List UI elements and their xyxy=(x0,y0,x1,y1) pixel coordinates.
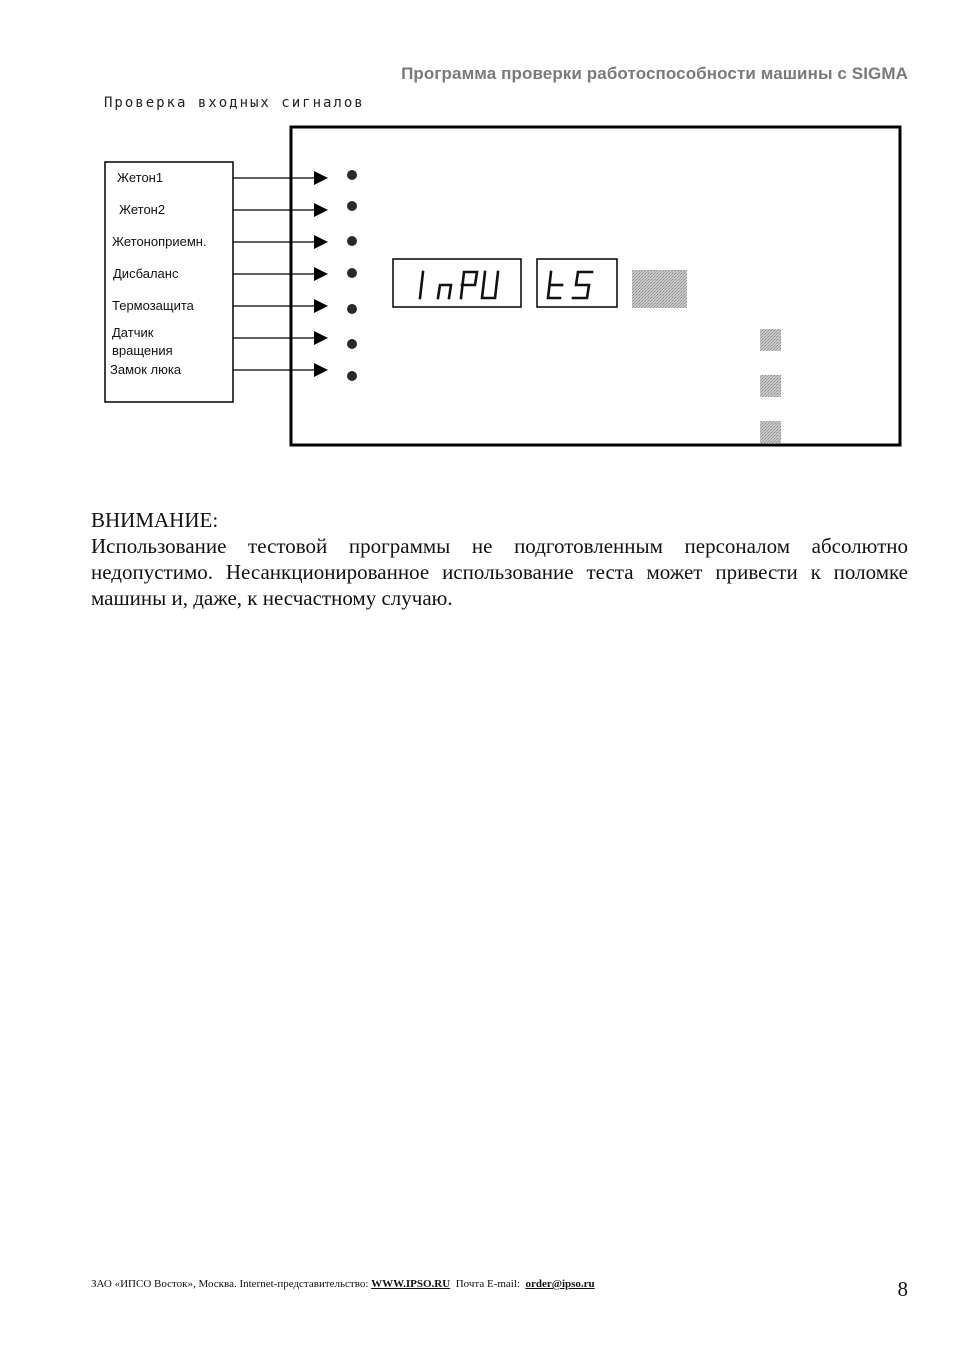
page-header-title: Программа проверки работоспособности машины с SIGMA xyxy=(401,64,908,83)
status-indicator-2 xyxy=(760,375,781,397)
input-label-4: Дисбаланс xyxy=(113,266,179,281)
display-indicator-block xyxy=(632,270,687,308)
input-led-4 xyxy=(347,268,357,278)
footer-email-label: Почта E-mail: xyxy=(455,1278,520,1290)
input-label-1: Жетон1 xyxy=(117,170,164,185)
input-led-6 xyxy=(347,339,357,349)
input-label-7: Замок люка xyxy=(110,362,182,377)
warning-title: ВНИМАНИЕ: xyxy=(91,508,219,532)
input-led-5 xyxy=(347,304,357,314)
input-led-3 xyxy=(347,236,357,246)
input-label-5: Термозащита xyxy=(112,298,194,313)
footer-email-link[interactable]: order@ipso.ru xyxy=(525,1278,595,1290)
input-label-3: Жетоноприемн. xyxy=(112,234,207,249)
warning-text: Использование тестовой программы не подготовленным персоналом абсолютно недопустимо. Несанкционированное использование теста может привести к поломке машины и, даже, к несчастному случаю. xyxy=(91,534,908,610)
input-led-7 xyxy=(347,371,357,381)
figure-caption: Проверка входных сигналов xyxy=(104,95,365,111)
input-label-6: Датчик вращения xyxy=(112,325,173,358)
footer-company: ЗАО «ИПСО Восток», Москва. Internet-представительство: xyxy=(91,1278,369,1290)
input-led-1 xyxy=(347,170,357,180)
page-number: 8 xyxy=(897,1277,908,1301)
input-signals-diagram xyxy=(0,0,954,470)
status-indicator-3 xyxy=(760,421,781,443)
input-label-2: Жетон2 xyxy=(119,202,166,217)
footer-website-link[interactable]: WWW.IPSO.RU xyxy=(371,1278,451,1290)
status-indicator-1 xyxy=(760,329,781,351)
page-footer xyxy=(91,1278,595,1290)
input-led-2 xyxy=(347,201,357,211)
display-segment-1 xyxy=(393,259,521,307)
